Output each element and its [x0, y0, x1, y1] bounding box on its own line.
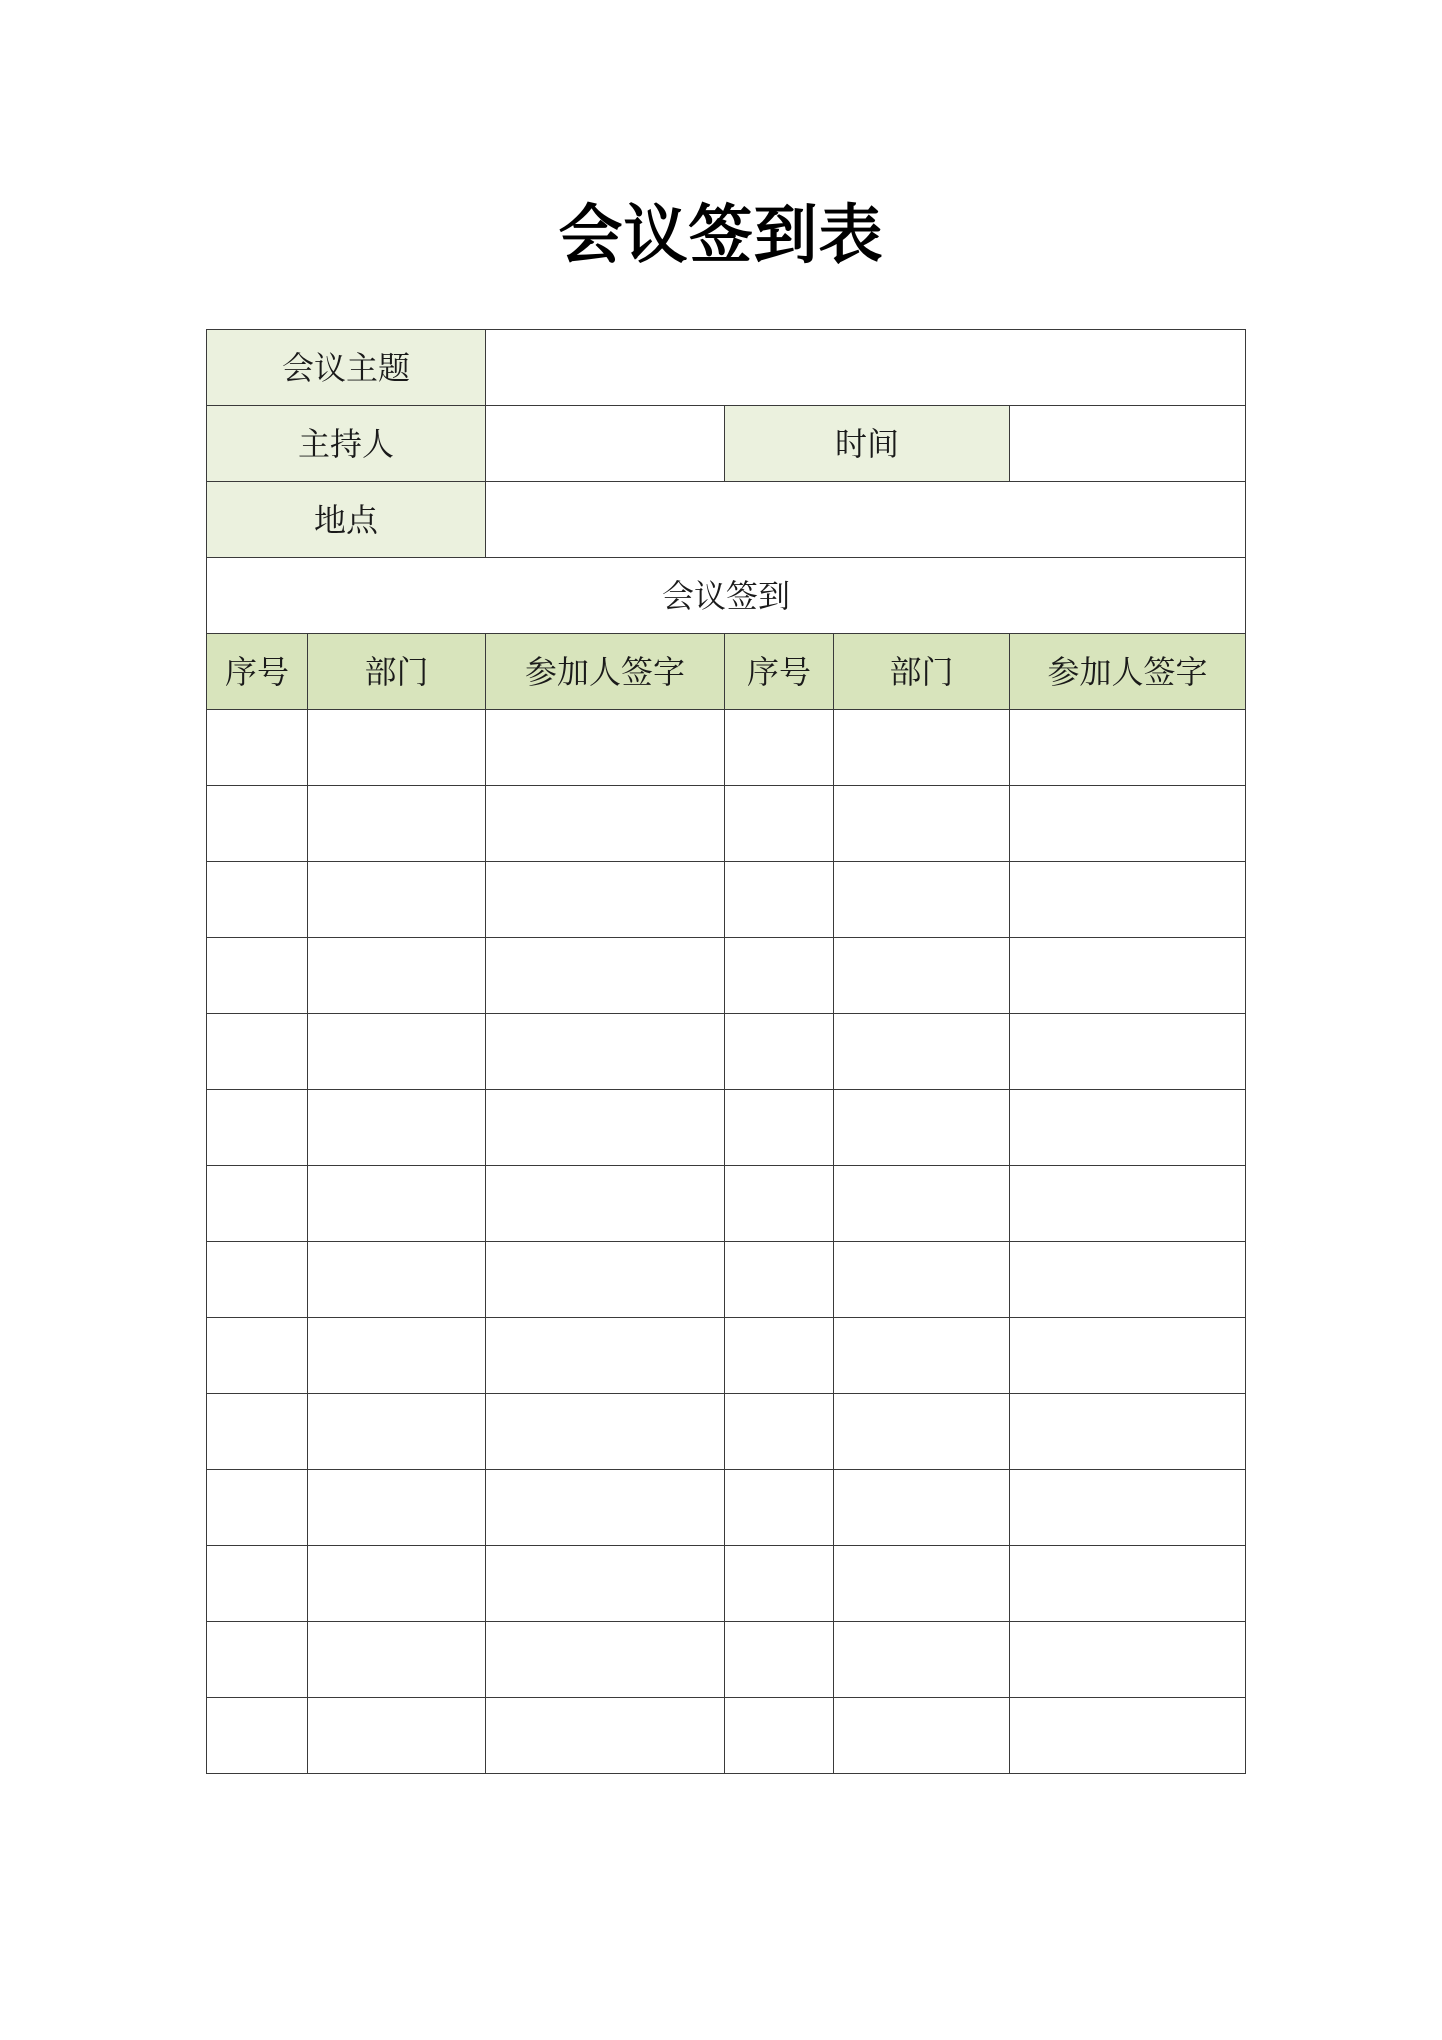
table-row [207, 786, 1246, 862]
table-row [207, 1622, 1246, 1698]
signin-cell-signature-left[interactable] [486, 1166, 725, 1242]
table-row [207, 1090, 1246, 1166]
signin-cell-dept-right[interactable] [834, 786, 1010, 862]
signin-cell-signature-left[interactable] [486, 1470, 725, 1546]
signin-form-table [206, 329, 1246, 1774]
signin-cell-seq-right[interactable] [725, 1014, 834, 1090]
signin-cell-signature-right[interactable] [1010, 786, 1246, 862]
signin-cell-seq-left[interactable] [207, 786, 308, 862]
signin-cell-dept-right[interactable] [834, 938, 1010, 1014]
signin-cell-signature-left[interactable] [486, 1546, 725, 1622]
location-field[interactable] [486, 482, 1246, 558]
signin-cell-seq-right[interactable] [725, 710, 834, 786]
signin-cell-seq-left[interactable] [207, 1546, 308, 1622]
signin-cell-seq-right[interactable] [725, 1318, 834, 1394]
signin-cell-dept-left[interactable] [308, 1242, 486, 1318]
section-title-row [207, 558, 1246, 634]
signin-rows [207, 710, 1246, 1774]
signin-cell-signature-right[interactable] [1010, 1166, 1246, 1242]
column-header-row [207, 634, 1246, 710]
topic-row [207, 330, 1246, 406]
signin-cell-dept-right[interactable] [834, 1318, 1010, 1394]
signin-cell-seq-left[interactable] [207, 1318, 308, 1394]
column-header-signature-left: 参加人签字 [486, 634, 725, 710]
signin-cell-signature-left[interactable] [486, 938, 725, 1014]
signin-cell-dept-left[interactable] [308, 1394, 486, 1470]
signin-cell-signature-left[interactable] [486, 1394, 725, 1470]
signin-cell-seq-right[interactable] [725, 1698, 834, 1774]
signin-cell-dept-right[interactable] [834, 862, 1010, 938]
table-row [207, 1546, 1246, 1622]
signin-cell-dept-left[interactable] [308, 862, 486, 938]
signin-cell-signature-left[interactable] [486, 1318, 725, 1394]
time-label: 时间 [725, 406, 1010, 482]
signin-cell-seq-right[interactable] [725, 1090, 834, 1166]
signin-cell-seq-left[interactable] [207, 1622, 308, 1698]
signin-cell-signature-right[interactable] [1010, 1470, 1246, 1546]
signin-cell-seq-left[interactable] [207, 1166, 308, 1242]
table-row [207, 710, 1246, 786]
location-row [207, 482, 1246, 558]
topic-field[interactable] [486, 330, 1246, 406]
signin-cell-seq-left[interactable] [207, 862, 308, 938]
signin-cell-signature-left[interactable] [486, 862, 725, 938]
table-row [207, 1470, 1246, 1546]
signin-cell-dept-right[interactable] [834, 1166, 1010, 1242]
signin-cell-seq-right[interactable] [725, 1166, 834, 1242]
signin-cell-dept-right[interactable] [834, 1546, 1010, 1622]
column-header-seq-right: 序号 [725, 634, 834, 710]
signin-cell-dept-right[interactable] [834, 1622, 1010, 1698]
signin-cell-signature-right[interactable] [1010, 1318, 1246, 1394]
signin-cell-signature-right[interactable] [1010, 1622, 1246, 1698]
signin-cell-seq-left[interactable] [207, 710, 308, 786]
host-label: 主持人 [207, 406, 486, 482]
column-header-signature-right: 参加人签字 [1010, 634, 1246, 710]
table-row [207, 1318, 1246, 1394]
table-row [207, 1698, 1246, 1774]
signin-cell-signature-left[interactable] [486, 786, 725, 862]
table-row [207, 862, 1246, 938]
table-row [207, 938, 1246, 1014]
signin-cell-seq-right[interactable] [725, 938, 834, 1014]
signin-cell-signature-left[interactable] [486, 1698, 725, 1774]
column-header-seq-left: 序号 [207, 634, 308, 710]
signin-cell-dept-right[interactable] [834, 1698, 1010, 1774]
topic-label: 会议主题 [207, 330, 486, 406]
signin-cell-dept-left[interactable] [308, 1318, 486, 1394]
signin-cell-dept-right[interactable] [834, 1014, 1010, 1090]
signin-cell-dept-left[interactable] [308, 1090, 486, 1166]
signin-cell-signature-right[interactable] [1010, 1090, 1246, 1166]
signin-cell-seq-right[interactable] [725, 1546, 834, 1622]
signin-cell-seq-right[interactable] [725, 1394, 834, 1470]
signin-cell-seq-left[interactable] [207, 1470, 308, 1546]
signin-cell-seq-left[interactable] [207, 1698, 308, 1774]
signin-cell-signature-right[interactable] [1010, 1242, 1246, 1318]
signin-cell-dept-left[interactable] [308, 1166, 486, 1242]
signin-cell-seq-right[interactable] [725, 1470, 834, 1546]
signin-section-title: 会议签到 [207, 558, 1246, 634]
signin-cell-dept-left[interactable] [308, 1546, 486, 1622]
signin-cell-dept-left[interactable] [308, 786, 486, 862]
signin-cell-signature-left[interactable] [486, 1090, 725, 1166]
signin-cell-signature-right[interactable] [1010, 1394, 1246, 1470]
signin-cell-signature-left[interactable] [486, 710, 725, 786]
signin-cell-seq-right[interactable] [725, 1242, 834, 1318]
signin-cell-signature-left[interactable] [486, 1622, 725, 1698]
signin-cell-signature-left[interactable] [486, 1242, 725, 1318]
signin-cell-dept-left[interactable] [308, 938, 486, 1014]
signin-cell-dept-left[interactable] [308, 1014, 486, 1090]
signin-cell-dept-right[interactable] [834, 1090, 1010, 1166]
time-field[interactable] [1010, 406, 1246, 482]
signin-cell-signature-right[interactable] [1010, 938, 1246, 1014]
signin-cell-signature-left[interactable] [486, 1014, 725, 1090]
host-field[interactable] [486, 406, 725, 482]
page-title: 会议签到表 [558, 199, 884, 273]
signin-cell-dept-left[interactable] [308, 710, 486, 786]
signin-cell-dept-right[interactable] [834, 1394, 1010, 1470]
signin-cell-signature-right[interactable] [1010, 862, 1246, 938]
signin-cell-seq-left[interactable] [207, 1394, 308, 1470]
table-row [207, 1394, 1246, 1470]
signin-cell-seq-right[interactable] [725, 862, 834, 938]
signin-cell-signature-right[interactable] [1010, 710, 1246, 786]
signin-cell-seq-left[interactable] [207, 1242, 308, 1318]
signin-cell-seq-left[interactable] [207, 938, 308, 1014]
signin-cell-dept-left[interactable] [308, 1622, 486, 1698]
signin-cell-seq-right[interactable] [725, 1622, 834, 1698]
signin-cell-dept-left[interactable] [308, 1698, 486, 1774]
signin-cell-seq-right[interactable] [725, 786, 834, 862]
table-row [207, 1166, 1246, 1242]
host-time-row [207, 406, 1246, 482]
signin-cell-dept-right[interactable] [834, 1242, 1010, 1318]
column-header-dept-left: 部门 [308, 634, 486, 710]
column-header-dept-right: 部门 [834, 634, 1010, 710]
signin-cell-signature-right[interactable] [1010, 1698, 1246, 1774]
table-row [207, 1014, 1246, 1090]
signin-cell-seq-left[interactable] [207, 1090, 308, 1166]
signin-cell-dept-right[interactable] [834, 710, 1010, 786]
signin-cell-dept-left[interactable] [308, 1470, 486, 1546]
location-label: 地点 [207, 482, 486, 558]
table-row [207, 1242, 1246, 1318]
signin-cell-dept-right[interactable] [834, 1470, 1010, 1546]
signin-cell-signature-right[interactable] [1010, 1546, 1246, 1622]
signin-cell-seq-left[interactable] [207, 1014, 308, 1090]
signin-cell-signature-right[interactable] [1010, 1014, 1246, 1090]
